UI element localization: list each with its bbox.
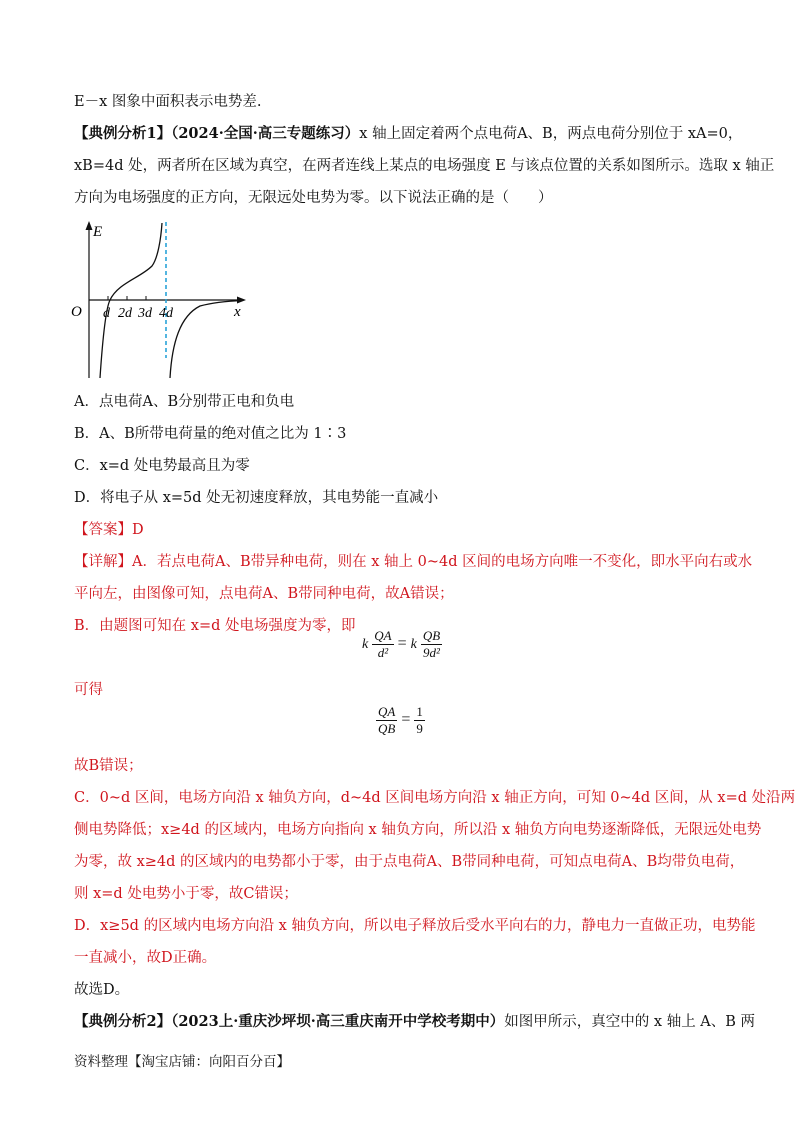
- x-axis-label: x: [234, 304, 241, 320]
- formula-eq1: =: [397, 635, 407, 653]
- curve-outer: [170, 301, 242, 379]
- kede-line: 可得: [74, 682, 103, 698]
- formula-den2: 9d²: [423, 645, 440, 660]
- e-x-graph: [70, 218, 260, 388]
- intro-line: E－x 图象中面积表示电势差.: [74, 94, 262, 110]
- origin-label: O: [71, 304, 82, 320]
- formula-den3: QB: [378, 721, 396, 736]
- option-d: D．将电子从 x=5d 处无初速度释放，其电势能一直减小: [74, 490, 439, 506]
- example1-text: x 轴上固定着两个点电荷A、B，两点电荷分别位于 xA=0，: [359, 126, 743, 142]
- tick-label-2d: 2d: [118, 306, 132, 321]
- explain-d-line2: 一直减小，故D正确。: [74, 950, 217, 966]
- explain-b-line1: B．由题图可知在 x=d 处电场强度为零，即: [74, 618, 356, 634]
- choose-line: 故选D。: [74, 982, 130, 998]
- formula-num1: QA: [374, 628, 392, 643]
- formula-k1: k: [362, 637, 369, 653]
- option-a: A．点电荷A、B分别带正电和负电: [74, 394, 295, 410]
- formula-num2: QB: [422, 628, 441, 643]
- example1-source: （2024·全国·高三专题练习）: [171, 125, 360, 142]
- formula-charge-ratio: [376, 704, 425, 737]
- option-c: C．x=d 处电势最高且为零: [74, 458, 250, 474]
- example1-line2: xB=4d 处，两者所在区域为真空，在两者连线上某点的电场强度 E 与该点位置的关系如图所示。选取 x 轴正: [74, 158, 775, 174]
- formula-frac4: [414, 704, 425, 737]
- example1-line1: [74, 124, 742, 144]
- example1-tag: 【典例分析1】: [74, 125, 172, 142]
- option-b: B．A、B所带电荷量的绝对值之比为 1∶3: [74, 426, 347, 442]
- formula-num4: 1: [416, 704, 423, 719]
- example2-source: （2023上·重庆沙坪坝·高三重庆南开中学校考期中）: [171, 1013, 505, 1030]
- explain-d-line1: D．x≥5d 的区域内电场方向沿 x 轴负方向，所以电子释放后受水平向右的力，静电力一直做正功，电势能: [74, 918, 756, 934]
- explain-c-line2: 侧电势降低；x≥4d 的区域内，电场方向指向 x 轴负方向，所以沿 x 轴负方向电势逐渐降低，无限远处电势: [74, 822, 762, 838]
- example2-line1: [74, 1012, 755, 1032]
- tick-label-4d: 4d: [159, 306, 173, 321]
- formula-field-equality: [362, 628, 442, 661]
- explain-b-line2: 故B错误；: [74, 758, 143, 774]
- formula-eq2: =: [401, 711, 411, 729]
- formula-den4: 9: [416, 721, 423, 736]
- footer-source: 资料整理【淘宝店铺：向阳百分百】: [74, 1054, 290, 1070]
- formula-den1: d²: [377, 645, 389, 660]
- y-axis-arrow: [86, 221, 93, 230]
- explain-a-line1: 【详解】A．若点电荷A、B带异种电荷，则在 x 轴上 0~4d 区间的电场方向唯一不变化，即水平向右或水: [74, 554, 753, 570]
- example2-text: 如图甲所示，真空中的 x 轴上 A、B 两: [504, 1014, 756, 1030]
- answer-line: 【答案】D: [74, 522, 144, 538]
- explain-c-line4: 则 x=d 处电势小于零，故C错误；: [74, 886, 298, 902]
- explain-c-line3: 为零，故 x≥4d 的区域内的电势都小于零，由于点电荷A、B带同种电荷，可知点电荷A、B均带负电荷，: [74, 854, 745, 870]
- example1-line3: 方向为电场强度的正方向，无限远处电势为零。以下说法正确的是（ ）: [74, 190, 553, 206]
- formula-frac3: [376, 704, 397, 737]
- formula-k2: k: [410, 637, 417, 653]
- tick-label-3d: 3d: [138, 306, 152, 321]
- tick-label-d: d: [103, 306, 110, 321]
- y-axis-label: E: [93, 224, 103, 240]
- formula-frac2: [421, 628, 442, 661]
- formula-num3: QA: [378, 704, 396, 719]
- formula-frac1: [372, 628, 393, 661]
- example2-tag: 【典例分析2】: [74, 1013, 172, 1030]
- explain-c-line1: C．0~d 区间，电场方向沿 x 轴负方向，d~4d 区间电场方向沿 x 轴正方向，可知 0~4d 区间，从 x=d 处沿两: [74, 790, 796, 806]
- explain-a-line2: 平向左，由图像可知，点电荷A、B带同种电荷，故A错误；: [74, 586, 454, 602]
